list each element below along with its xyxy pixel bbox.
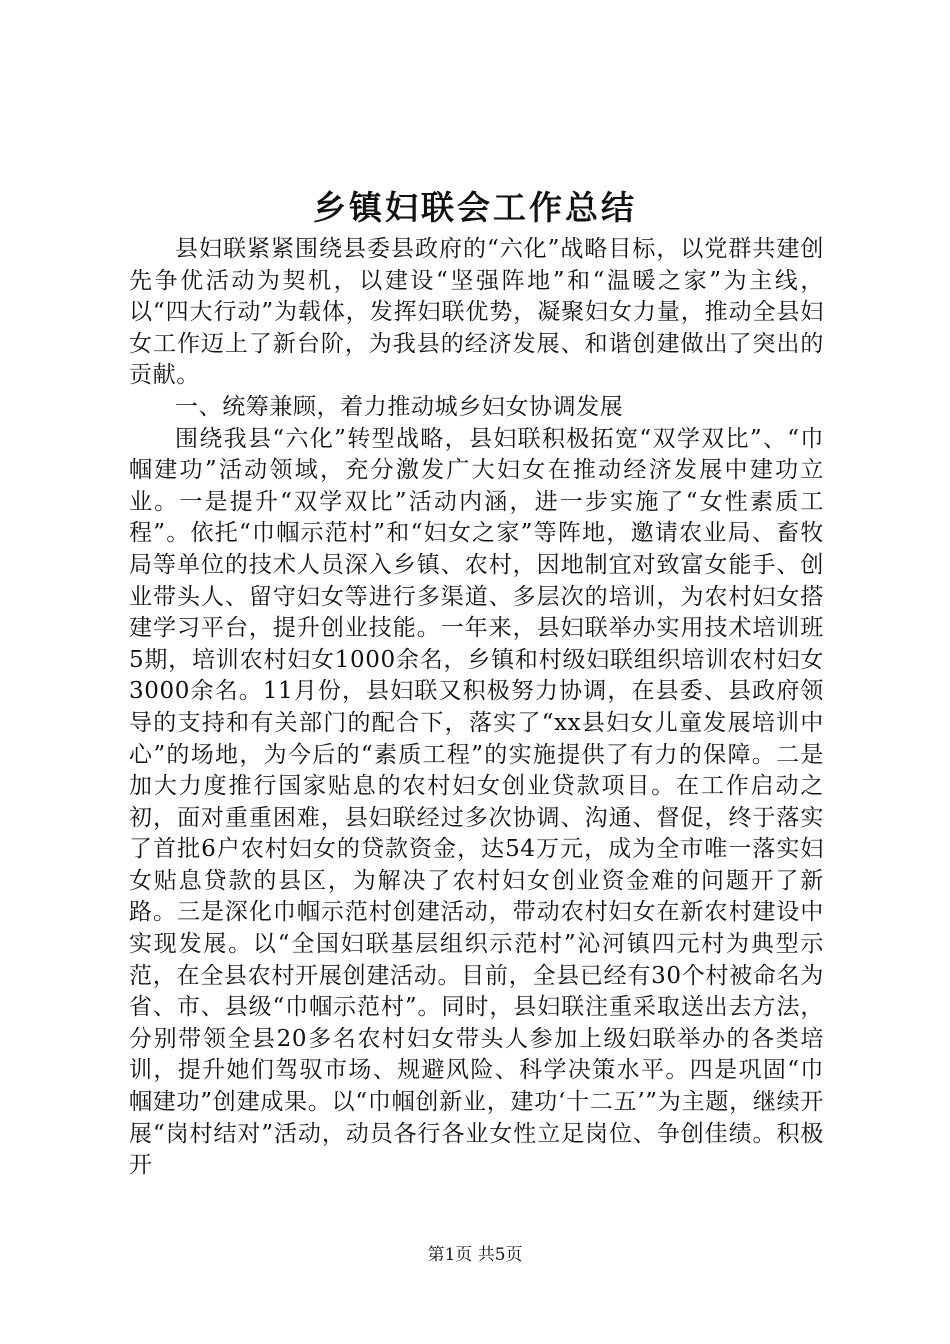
document-title: 乡镇妇联会工作总结	[313, 188, 637, 227]
page-number-footer: 第1页 共5页	[427, 1245, 523, 1265]
document-body	[129, 234, 824, 1182]
intro-paragraph: 县妇联紧紧围绕县委县政府的“六化”战略目标，以党群共建创先争优活动为契机，以建设“坚强阵地”和“温暖之家”为主线，以“四大行动”为载体，发挥妇联优势，凝聚妇女力量，推动全县妇女工作迈上了新台阶，为我县的经济发展、和谐创建做出了突出的贡献。	[129, 236, 824, 389]
section-heading: 一、统筹兼顾，着力推动城乡妇女协调发展	[175, 393, 624, 420]
section-paragraph: 围绕我县“六化”转型战略，县妇联积极拓宽“双学双比”、“巾帼建功”活动领域，充分激发广大妇女在推动经济发展中建功立业。一是提升“双学双比”活动内涵，进一步实施了“女性素质工程”。依托“巾帼示范村”和“妇女之家”等阵地，邀请农业局、畜牧局等单位的技术人员深入乡镇、农村，因地制宜对致富女能手、创业带头人、留守妇女等进行多渠道、多层次的培训，为农村妇女搭建学习平台，提升创业技能。一年来，县妇联举办实用技术培训班5期，培训农村妇女1000余名，乡镇和村级妇联组织培训农村妇女3000余名。11月份，县妇联又积极努力协调，在县委、县政府领导的支持和有关部门的配合下，落实了“xx县妇女儿童发展培训中心”的场地，为今后的“素质工程”的实施提供了有力的保障。二是加大力度推行国家贴息的农村妇女创业贷款项目。在工作启动之初，面对重重困难，县妇联经过多次协调、沟通、督促，终于落实了首批6户农村妇女的贷款资金，达54万元，成为全市唯一落实妇女贴息贷款的县区，为解决了农村妇女创业资金难的问题开了新路。三是深化巾帼示范村创建活动，带动农村妇女在新农村建设中实现发展。以“全国妇联基层组织示范村”沁河镇四元村为典型示范，在全县农村开展创建活动。目前，全县已经有30个村被命名为省、市、县级“巾帼示范村”。同时，县妇联注重采取送出去方法，分别带领全县20多名农村妇女带头人参加上级妇联举办的各类培训，提升她们驾驭市场、规避风险、科学决策水平。四是巩固“巾帼建功”创建成果。以“巾帼创新业，建功‘十二五’”为主题，继续开展“岗村结对”活动，动员各行各业女性立足岗位、争创佳绩。积极开	[129, 425, 824, 1179]
